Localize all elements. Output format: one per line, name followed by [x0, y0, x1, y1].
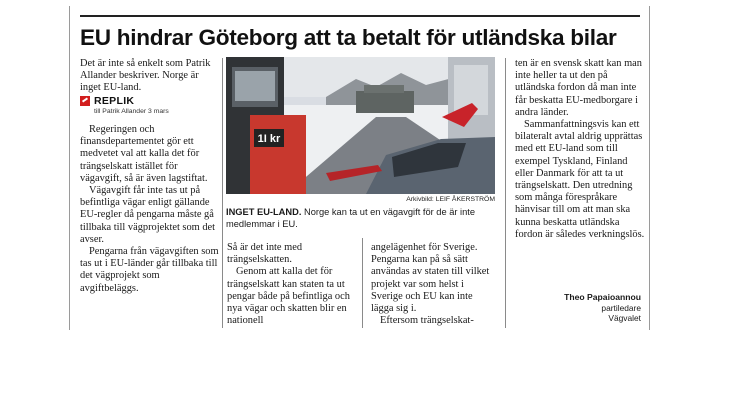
paragraph: Sammanfattningsvis kan ett bilateralt avtal aldrig upprättas med ett EU-land som till exempel Tyskland, Finland eller Danmark för att ta ut trängselskatt. Den utredning som många förespråkare hänvisar till om att man ska kunna beskatta utländska fordon är således verkningslös. — [515, 119, 645, 240]
page-left-edge — [69, 6, 70, 330]
column-divider — [505, 58, 506, 328]
paragraph: Regeringen och finansdepartementet gör ett medvetet val att kalla det för trängselskatt istället för vägavgift, så är även lagstiftat. — [80, 124, 208, 184]
paragraph: ten är en svensk skatt kan man inte heller ta ut den på utländska fordon då man inte får beskatta EU-medborgare i andra länder. — [515, 58, 642, 118]
photo-caption — [226, 207, 495, 230]
article-lede — [80, 58, 220, 95]
lede-text: Det är inte så enkelt som Patrik Allander beskriver. Norge är inget EU-land. — [80, 58, 211, 94]
page-right-edge — [649, 6, 650, 330]
article-headline: EU hindrar Göteborg att ta betalt för utländska bilar — [80, 25, 617, 50]
paragraph: Pengarna från vägavgiften som tas ut i EU-länder går tillbaka till det vägprojekt som avgiftbeläggs. — [80, 246, 219, 294]
top-rule — [80, 15, 640, 17]
paragraph: Så är det inte med trängselskatten. — [227, 242, 303, 266]
paragraph: Genom att kalla det för trängselskatt kan staten ta ut pengar både på befintliga och nya vägar och skatten blir en nationell — [227, 266, 350, 327]
column-divider — [222, 58, 223, 328]
caption-text: Norge kan ta ut en vägavgift för de är inte medlemmar i EU. — [226, 207, 476, 229]
replik-title: REPLIK — [94, 95, 135, 107]
caption-lead: INGET EU-LAND. — [226, 207, 302, 217]
author-role: partiledare — [601, 302, 641, 313]
paragraph: Vägavgift får inte tas ut på befintliga vägar enligt gällande EU-regler då pengarna måste gå tillbaka till vägprojektet som det avser. — [80, 185, 216, 245]
paragraph: Eftersom trängselskat- — [380, 315, 474, 327]
body-column-4 — [515, 58, 646, 241]
photo-illustration — [226, 57, 495, 194]
booth-sign-text: 1I kr — [257, 133, 281, 145]
column-divider — [362, 238, 363, 328]
replik-subtitle: till Patrik Allander 3 mars — [94, 108, 169, 115]
replik-arrow-icon — [80, 96, 90, 106]
paragraph: angelägenhet för Sverige. Pengarna kan på så sätt användas av staten till vilket projekt var som helst i Sverige och EU kan inte lägga sig i. — [371, 242, 490, 315]
body-column-2 — [227, 242, 354, 327]
body-column-3 — [371, 242, 494, 327]
toll-booth-photo — [226, 57, 495, 194]
author-name: Theo Papaioannou — [564, 292, 641, 302]
author-organization: Vägvalet — [608, 313, 641, 323]
body-column-1 — [80, 124, 220, 295]
photo-credit: Arkivbild: LEIF ÅKERSTRÖM — [406, 196, 495, 203]
author-signature — [515, 292, 641, 324]
replik-label — [80, 95, 220, 115]
